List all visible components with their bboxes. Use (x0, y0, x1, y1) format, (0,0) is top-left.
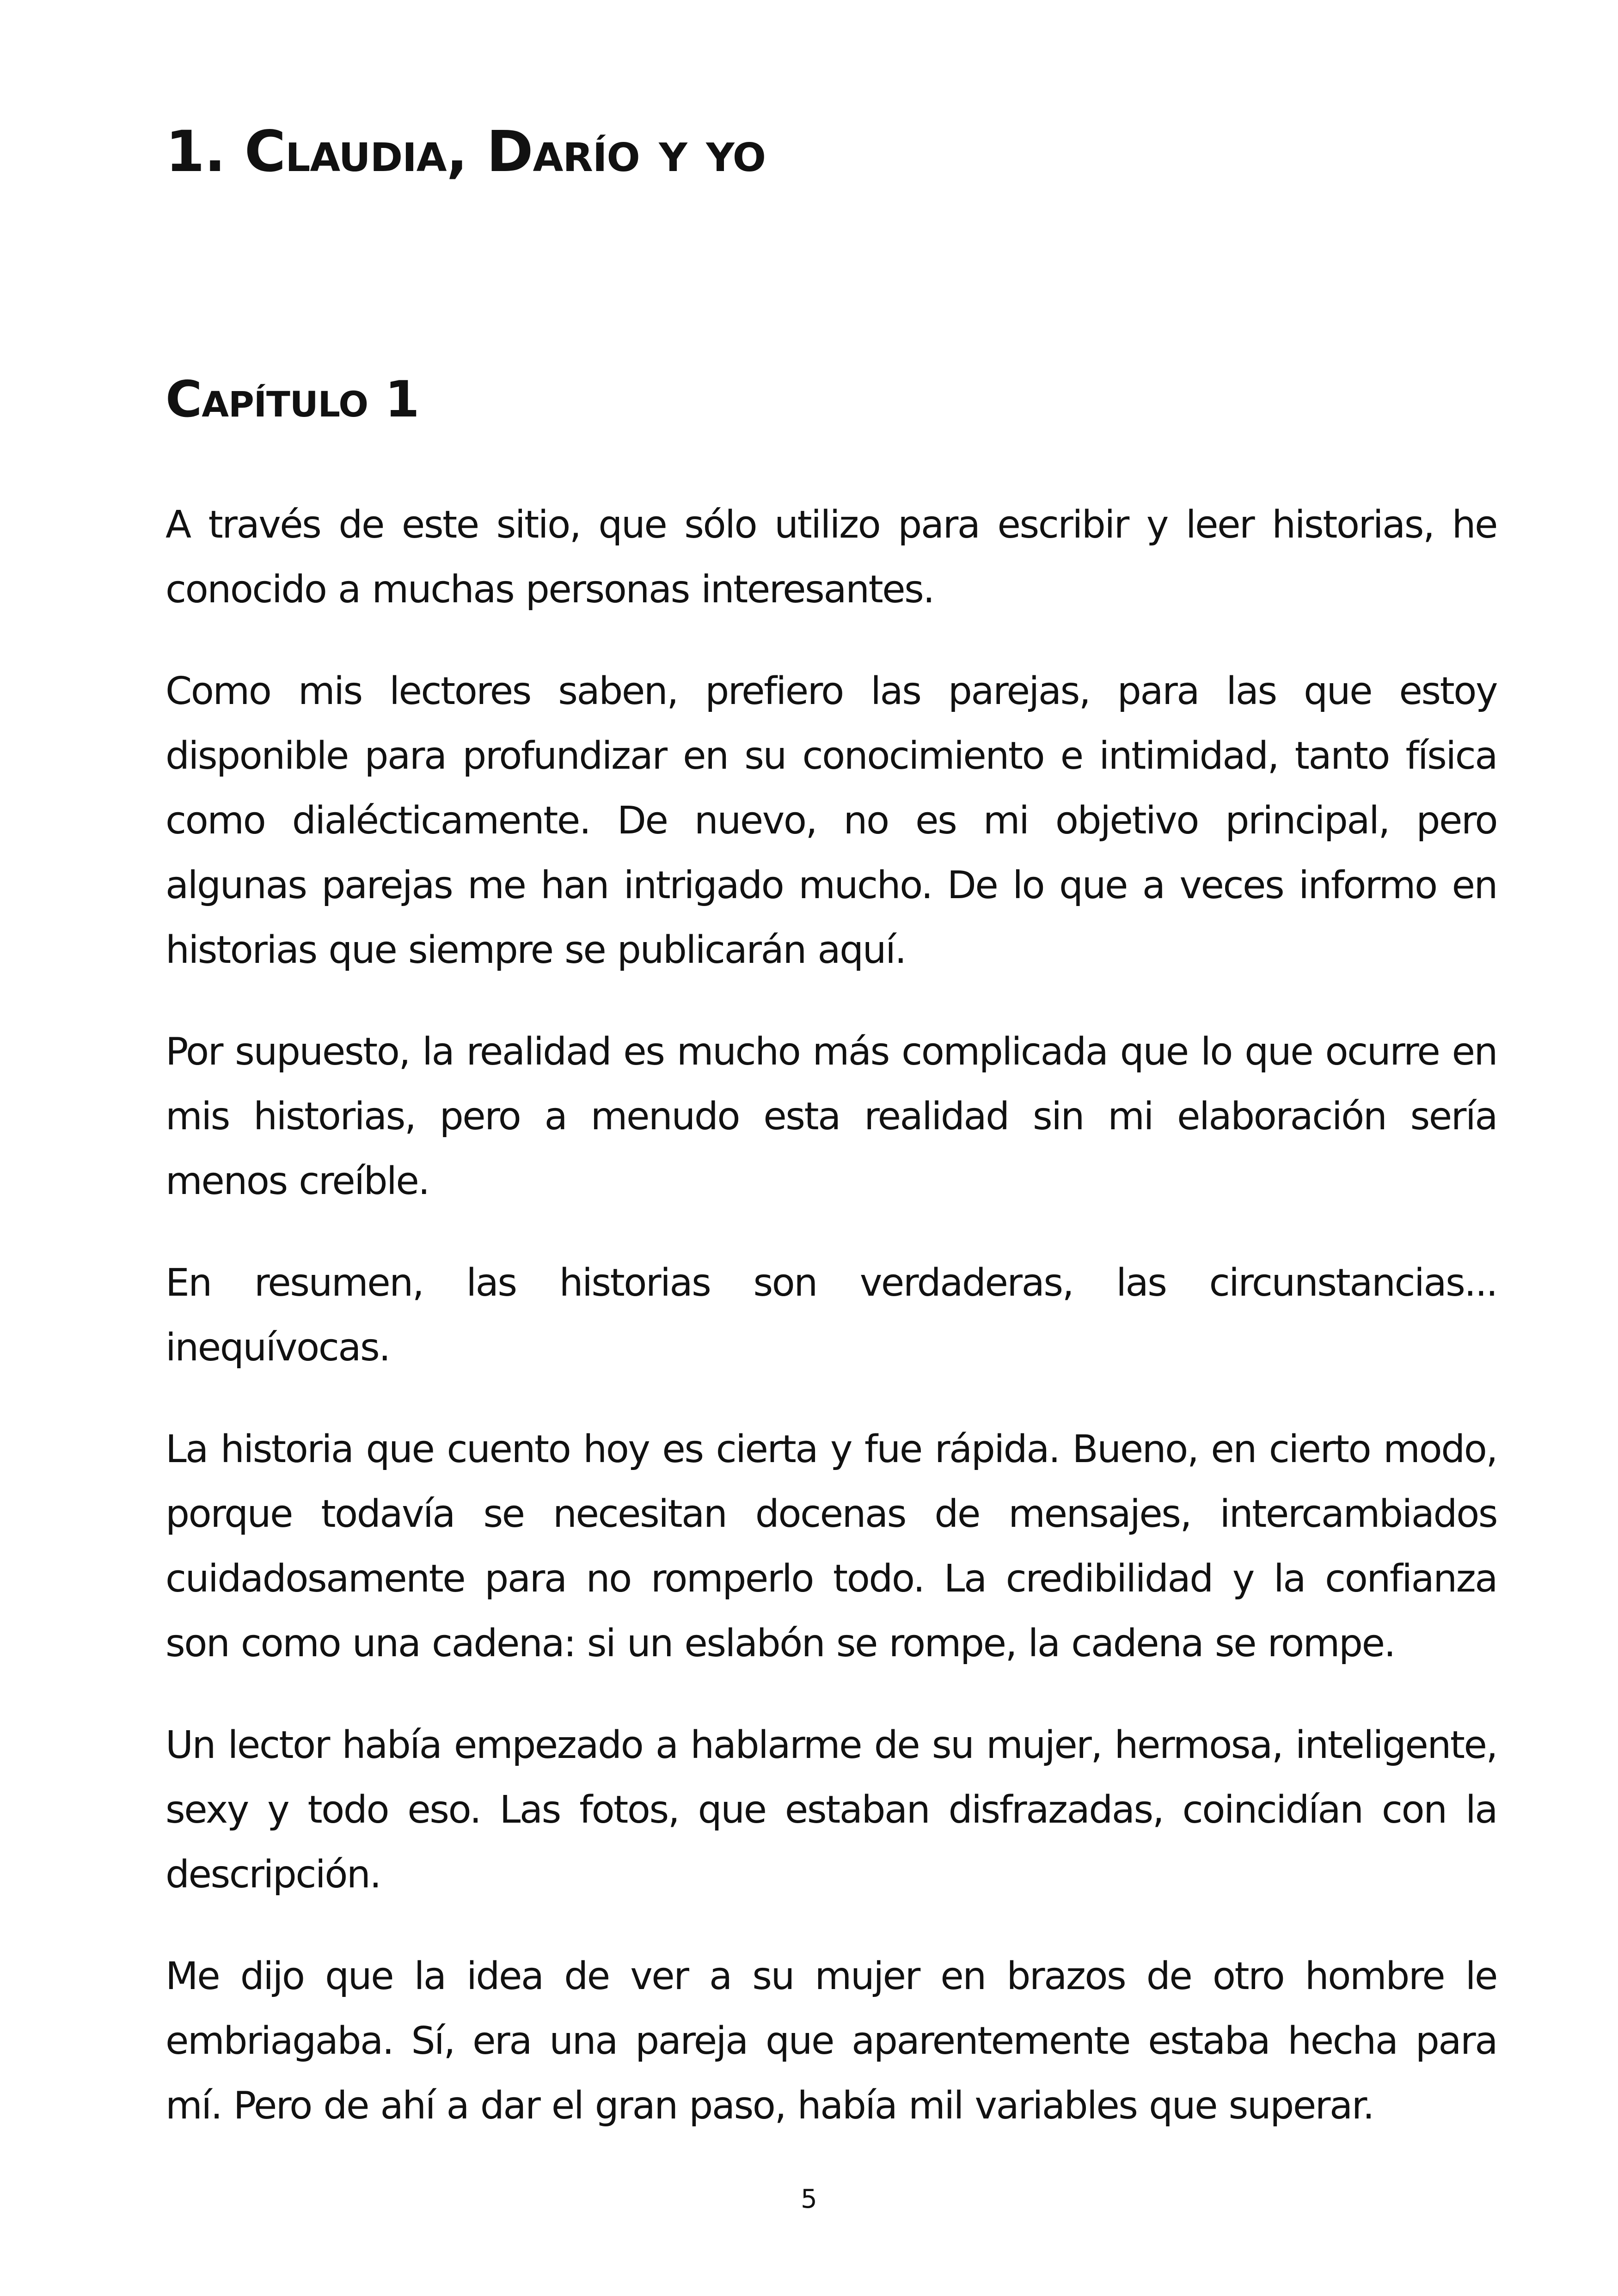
paragraph-5: La historia que cuento hoy es cierta y fue rápida. Bueno, en cierto modo, porque todavía se necesitan docenas de mensajes, intercambiados cuidadosamente para no romperlo todo. La credibilidad y la confianza son como una cadena: si un eslabón se rompe, la cadena se rompe. (165, 1427, 1497, 1665)
paragraph-3: Por supuesto, la realidad es mucho más complicada que lo que ocurre en mis historias, pero a menudo esta realidad sin mi elaboración sería menos creíble. (165, 1030, 1497, 1203)
section-title: Capítulo 1 (165, 371, 419, 429)
paragraph-1: A través de este sitio, que sólo utilizo para escribir y leer historias, he conocido a muchas personas interesantes. (165, 503, 1497, 612)
body-text (165, 493, 1497, 2175)
page-number: 5 (801, 2184, 817, 2214)
paragraph-4: En resumen, las historias son verdaderas, las circunstancias... inequívocas. (165, 1261, 1497, 1370)
paragraph-6: Un lector había empezado a hablarme de su mujer, hermosa, inteligente, sexy y todo eso. Las fotos, que estaban disfrazadas, coincidían con la descripción. (165, 1723, 1497, 1897)
chapter-title: 1. Claudia, Darío y yo (165, 119, 766, 184)
paragraph-2: Como mis lectores saben, prefiero las parejas, para las que estoy disponible para profundizar en su conocimiento e intimidad, tanto física como dialécticamente. De nuevo, no es mi objetivo principal, pero algunas parejas me han intrigado mucho. De lo que a veces informo en historias que siempre se publicarán aquí. (165, 669, 1497, 972)
paragraph-7: Me dijo que la idea de ver a su mujer en brazos de otro hombre le embriagaba. Sí, era una pareja que aparentemente estaba hecha para mí. Pero de ahí a dar el gran paso, había mil variables que superar. (165, 1954, 1497, 2128)
